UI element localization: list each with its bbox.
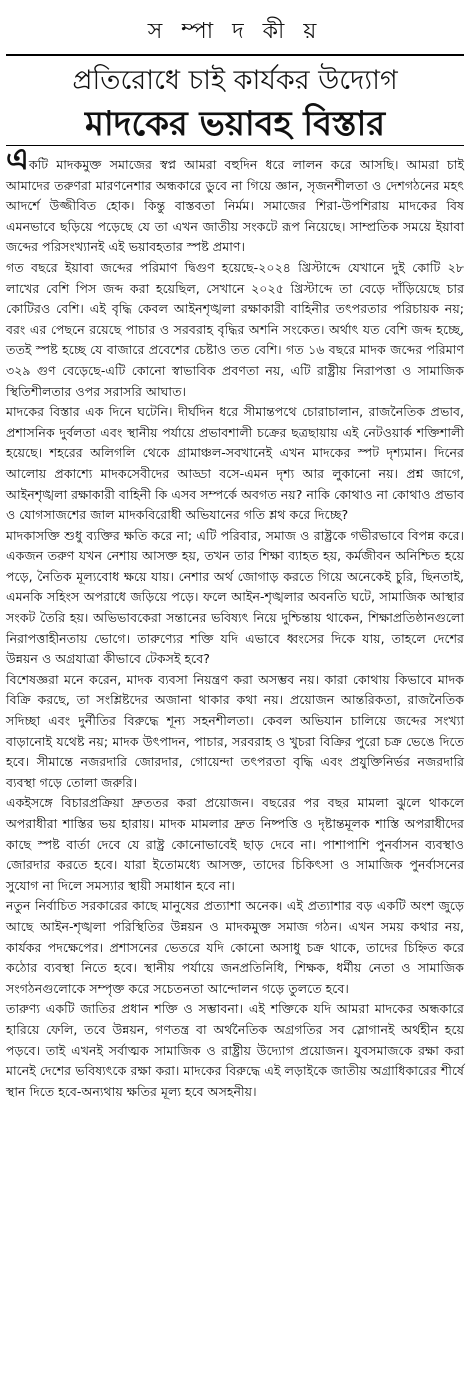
paragraph-5: বিশেষজ্ঞরা মনে করেন, মাদক ব্যবসা নিয়ন্ত্রণ করা অসম্ভব নয়। কারা কোথায় কিভাবে মাদক বিক্রি করছে, তা সংশ্লিষ্টদের অজানা থাকার কথা নয়। প্রয়োজন আন্তরিকতা, রাজনৈতিক সদিচ্ছা এবং দুর্নীতির বিরুদ্ধে শূন্য সহনশীলতা। কেবল অভিযান চালিয়ে জব্দের সংখ্যা বাড়ানোই যথেষ্ট নয়; মাদক উৎপাদন, পাচার, সরবরাহ ও খুচরা বিক্রির পুরো চক্র ভেঙে দিতে হবে। সীমান্তে নজরদারি জোরদার, গোয়েন্দা তৎপরতা বৃদ্ধি এবং প্রযুক্তিনির্ভর নজরদারি ব্যবস্থা গড়ে তোলা জরুরি। [6,671,464,790]
paragraph-1-text: কটি মাদকমুক্ত সমাজের স্বপ্ন আমরা বহুদিন ধরে লালন করে আসছি। আমরা চাই আমাদের তরুণরা মারণনেশার অন্ধকারে ডুবে না গিয়ে জ্ঞান, সৃজনশীলতা ও দেশগঠনের মহৎ আদর্শে উজ্জীবিত হোক। কিন্তু বাস্তবতা নির্মম। সমাজের শিরা-উপশিরায় মাদকের বিষ এমনভাবে ছড়িয়ে পড়েছে যে তা এখন জাতীয় সংকটে রূপ নিয়েছে। সাম্প্রতিক সময়ে ইয়াবা জব্দের পরিসংখ্যানই এই ভয়াবহতার স্পষ্ট প্রমাণ। [6,157,464,255]
article-body [6,142,464,1102]
paragraph-6: একইসঙ্গে বিচারপ্রক্রিয়া দ্রুততর করা প্রয়োজন। বছরের পর বছর মামলা ঝুলে থাকলে অপরাধীরা শাস্তির ভয় হারায়। মাদক মামলার দ্রুত নিষ্পত্তি ও দৃষ্টান্তমূলক শাস্তি অপরাধীদের কাছে স্পষ্ট বার্তা দেবে যে রাষ্ট্র কোনোভাবেই ছাড় দেবে না। পাশাপাশি পুনর্বাসন ব্যবস্থাও জোরদার করতে হবে। যারা ইতোমধ্যে আসক্ত, তাদের চিকিৎসা ও সামাজিক পুনর্বাসনের সুযোগ না দিলে সমস্যার স্থায়ী সমাধান হবে না। [6,795,464,893]
paragraph-2: গত বছরে ইয়াবা জব্দের পরিমাণ দ্বিগুণ হয়েছে-২০২৪ খ্রিস্টাব্দে যেখানে দুই কোটি ২৮ লাখের বেশি পিস জব্দ করা হয়েছিল, সেখানে ২০২৫ খ্রিস্টাব্দে তা বেড়ে দাঁড়িয়েছে চার কোটিরও বেশি। এই বৃদ্ধি কেবল আইনশৃঙ্খলা রক্ষাকারী বাহিনীর তৎপরতার পরিচায়ক নয়; বরং এর পেছনে রয়েছে পাচার ও সরবরাহ বৃদ্ধির অশনি সংকেত। অর্থাৎ যত বেশি জব্দ হচ্ছে, ততই স্পষ্ট হচ্ছে যে বাজারে প্রবেশের চেষ্টাও তত বেশি। গত ১৬ বছরে মাদক জব্দের পরিমাণ ৩২৯ গুণ বেড়েছে-এটি কোনো স্বাভাবিক প্রবণতা নয়, এটি রাষ্ট্রীয় নিরাপত্তা ও সামাজিক স্থিতিশীলতার ওপর সরাসরি আঘাত। [6,259,464,399]
headline-line-2: মাদকের ভয়াবহ বিস্তার [84,104,386,144]
paragraph-7: নতুন নির্বাচিত সরকারের কাছে মানুষের প্রত্যাশা অনেক। এই প্রত্যাশার বড় একটি অংশ জুড়ে আছে আইন-শৃঙ্খলা পরিস্থিতির উন্নয়ন ও মাদকমুক্ত সমাজ গঠন। এখন সময় কথার নয়, কার্যকর পদক্ষেপের। প্রশাসনের ভেতরে যদি কোনো অসাধু চক্র থাকে, তাদের চিহ্নিত করে কঠোর ব্যবস্থা নিতে হবে। স্থানীয় পর্যায়ে জনপ্রতিনিধি, শিক্ষক, ধর্মীয় নেতা ও সামাজিক সংগঠনগুলোকে সম্পৃক্ত করে সচেতনতা আন্দোলন গড়ে তুলতে হবে। [6,898,464,996]
paragraph-8: তারুণ্য একটি জাতির প্রধান শক্তি ও সম্ভাবনা। এই শক্তিকে যদি আমরা মাদকের অন্ধকারে হারিয়ে ফেলি, তবে উন্নয়ন, গণতন্ত্র বা অর্থনৈতিক অগ্রগতির সব স্লোগানই অর্থহীন হয়ে পড়বে। তাই এখনই সর্বাত্মক সামাজিক ও রাষ্ট্রীয় উদ্যোগ প্রয়োজন। যুবসমাজকে রক্ষা করা মানেই দেশের ভবিষ্যৎকে রক্ষা করা। মাদকের বিরুদ্ধে এই লড়াইকে জাতীয় অগ্রাধিকারের শীর্ষে স্থান দিতে হবে-অন্যথায় ক্ষতির মূল্য হবে অসহনীয়। [6,1001,464,1099]
paragraph-3: মাদকের বিস্তার এক দিনে ঘটেনি। দীর্ঘদিন ধরে সীমান্তপথে চোরাচালান, রাজনৈতিক প্রভাব, প্রশাসনিক দুর্বলতা এবং স্থানীয় পর্যায়ে প্রভাবশালী চক্রের ছত্রছায়ায় এই নেটওয়ার্ক শক্তিশালী হয়েছে। শহরের অলিগলি থেকে গ্রামাঞ্চল-সবখানেই এখন মাদকের স্পট দৃশ্যমান। দিনের আলোয় প্রকাশ্যে মাদকসেবীদের আড্ডা বসে-এমন দৃশ্য আর লুকানো নয়। প্রশ্ন জাগে, আইনশৃঙ্খলা রক্ষাকারী বাহিনী কি এসব সম্পর্কে অবগত নয়? নাকি কোথাও না কোথাও প্রভাব ও যোগসাজশের জাল মাদকবিরোধী অভিযানের গতি শ্লথ করে দিচ্ছে? [6,404,464,523]
headline-line-1: প্রতিরোধে চাই কার্যকর উদ্যোগ [72,65,398,96]
section-label: স ম্পা দ কী য় [147,19,323,44]
headline-divider [6,145,464,146]
dropcap: এ [6,142,29,177]
paragraph-4: মাদকাসক্তি শুধু ব্যক্তির ক্ষতি করে না; এটি পরিবার, সমাজ ও রাষ্ট্রকে গভীরভাবে বিপন্ন করে। একজন তরুণ যখন নেশায় আসক্ত হয়, তখন তার শিক্ষা ব্যাহত হয়, কর্মজীবন অনিশ্চিত হয়ে পড়ে, নৈতিক মূল্যবোধ ক্ষয়ে যায়। নেশার অর্থ জোগাড় করতে গিয়ে অনেকেই চুরি, ছিনতাই, এমনকি সহিংস অপরাধে জড়িয়ে পড়ে। ফলে আইন-শৃঙ্খলার অবনতি ঘটে, সামাজিক আস্থার সংকট তৈরি হয়। অভিভাবকেরা সন্তানের ভবিষ্যৎ নিয়ে দুশ্চিন্তায় থাকেন, শিক্ষাপ্রতিষ্ঠানগুলো নিরাপত্তাহীনতায় ভোগে। তারুণ্যের শক্তি যদি এভাবে ধ্বংসের দিকে যায়, তাহলে দেশের উন্নয়ন ও অগ্রযাত্রা কীভাবে টেকসই হবে? [6,527,464,667]
top-divider [6,54,464,56]
paragraph-1 [6,142,464,258]
